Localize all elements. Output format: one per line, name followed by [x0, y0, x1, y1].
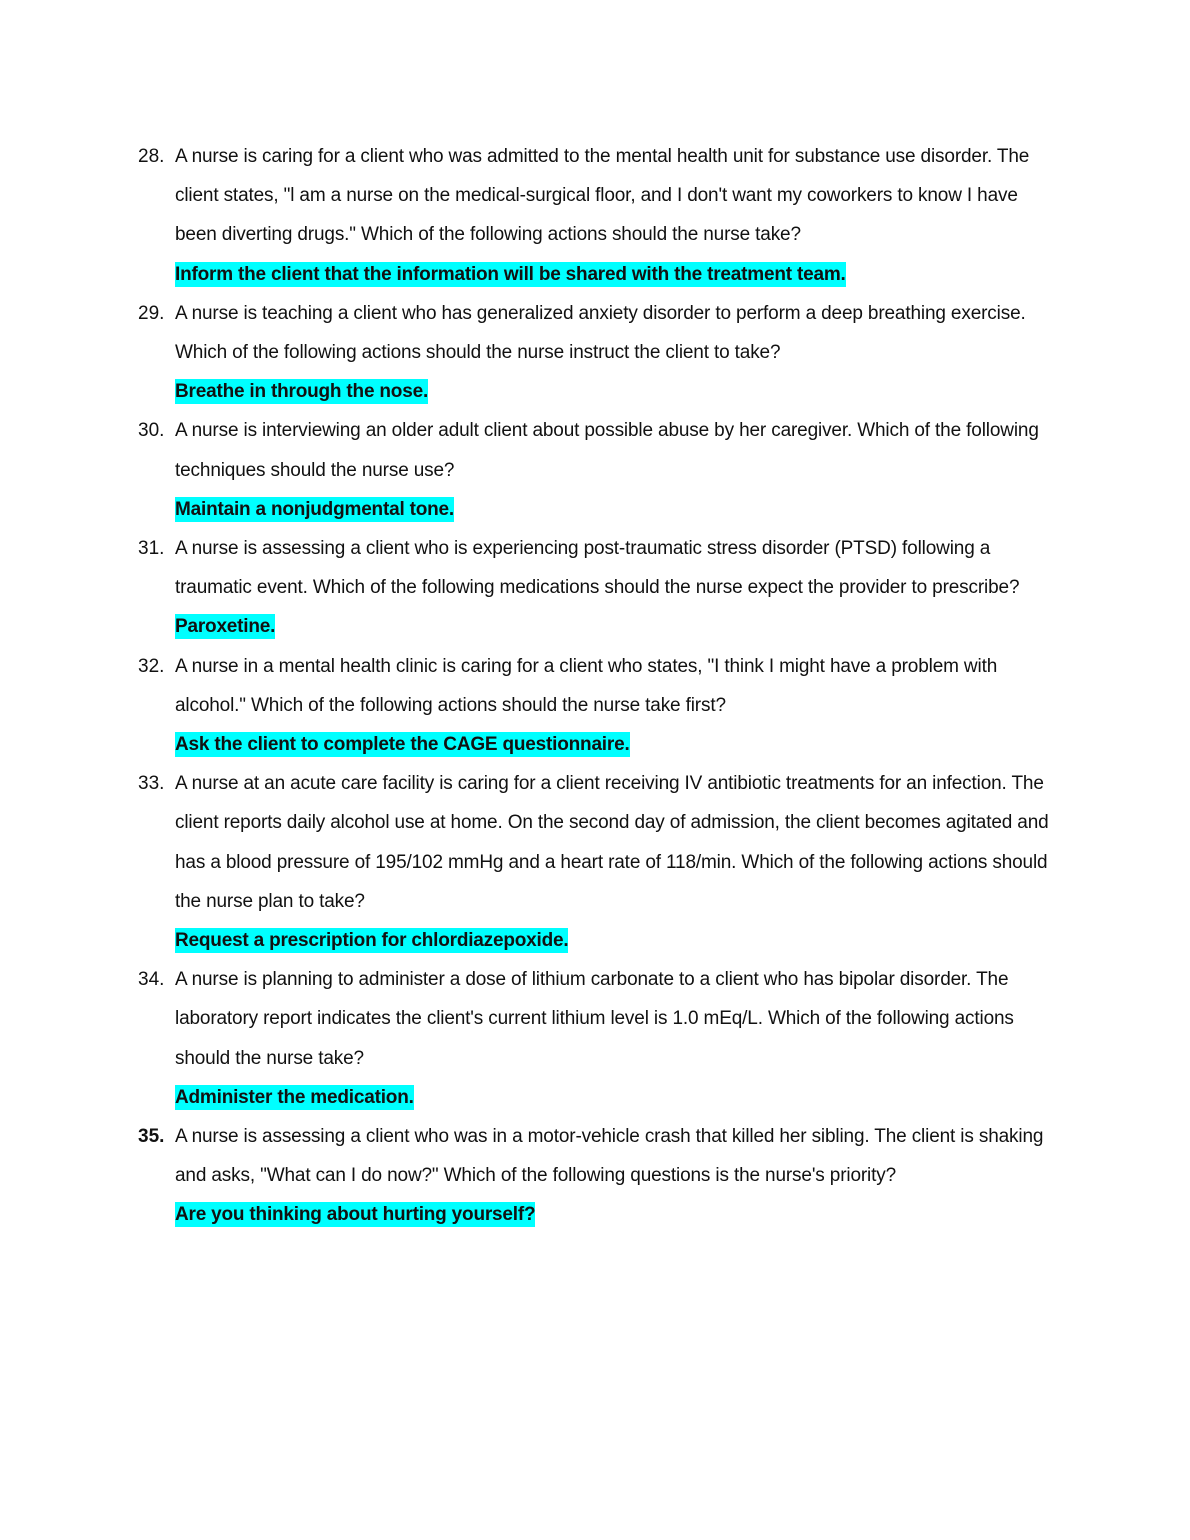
question-number: 28.	[138, 146, 165, 167]
answer-text: Breathe in through the nose.	[175, 381, 429, 403]
answer-text: Paroxetine.	[175, 616, 276, 638]
answer-highlight	[175, 490, 1050, 529]
question-number: 31.	[138, 537, 165, 559]
answer-highlight	[175, 921, 1050, 960]
question-number: 30.	[138, 420, 165, 442]
answer-highlight	[175, 725, 1050, 764]
question-number: 29.	[138, 302, 165, 324]
answer-highlight	[175, 372, 1050, 411]
answer-text: Request a prescription for chlordiazepoxide.	[175, 929, 569, 951]
question-text: A nurse is assessing a client who was in a motor-vehicle crash that killed her sibling. The client is shaking and asks, "What can I do now?" Which of the following questions is the nurse's priority?	[175, 1125, 1044, 1187]
question-item	[138, 294, 1050, 412]
answer-highlight	[175, 1078, 1050, 1117]
question-item	[138, 960, 1050, 1117]
answer-text: Inform the client that the information will be shared with the treatment team.	[175, 263, 846, 285]
answer-text: Ask the client to complete the CAGE questionnaire.	[175, 733, 630, 755]
question-number: 34.	[138, 969, 165, 991]
question-number: 35.	[138, 1125, 165, 1147]
answer-highlight	[175, 607, 1050, 646]
question-number: 32.	[138, 655, 165, 677]
question-item	[138, 529, 1050, 647]
question-text: A nurse is teaching a client who has generalized anxiety disorder to perform a deep breathing exercise. Which of the following actions should the nurse instruct the client to take?	[175, 302, 1026, 363]
question-text: A nurse is assessing a client who is experiencing post-traumatic stress disorder (PTSD) following a traumatic event. Which of the following medications should the nurse expect the provider to prescribe?	[175, 537, 1020, 599]
question-item	[138, 1117, 1050, 1235]
question-text: A nurse is caring for a client who was admitted to the mental health unit for substance use disorder. The client states, "l am a nurse on the medical-surgical floor, and I don't want my coworkers to know I have been diverting drugs." Which of the following actions should the nurse take?	[175, 146, 1030, 246]
question-text: A nurse is planning to administer a dose of lithium carbonate to a client who has bipolar disorder. The laboratory report indicates the client's current lithium level is 1.0 mEq/L. Which of the following actions should the nurse take?	[175, 969, 1014, 1069]
answer-highlight	[175, 255, 1050, 294]
question-list	[138, 137, 1050, 1235]
question-text: A nurse is interviewing an older adult client about possible abuse by her caregiver. Which of the following techniques should the nurse use?	[175, 420, 1039, 481]
question-text: A nurse in a mental health clinic is caring for a client who states, "I think I might have a problem with alcohol." Which of the following actions should the nurse take first?	[175, 655, 998, 716]
question-text: A nurse at an acute care facility is caring for a client receiving IV antibiotic treatments for an infection. The client reports daily alcohol use at home. On the second day of admission, the client becomes agitated and has a blood pressure of 195/102 mmHg and a heart rate of 118/min. Which of the following actions should the nurse plan to take?	[175, 773, 1049, 912]
answer-text: Maintain a nonjudgmental tone.	[175, 498, 455, 520]
question-item	[138, 764, 1050, 960]
question-item	[138, 647, 1050, 765]
question-item	[138, 137, 1050, 294]
answer-text: Administer the medication.	[175, 1086, 414, 1108]
answer-text: Are you thinking about hurting yourself?	[175, 1204, 536, 1226]
answer-highlight	[175, 1195, 1050, 1234]
question-number: 33.	[138, 773, 165, 795]
question-item	[138, 411, 1050, 529]
